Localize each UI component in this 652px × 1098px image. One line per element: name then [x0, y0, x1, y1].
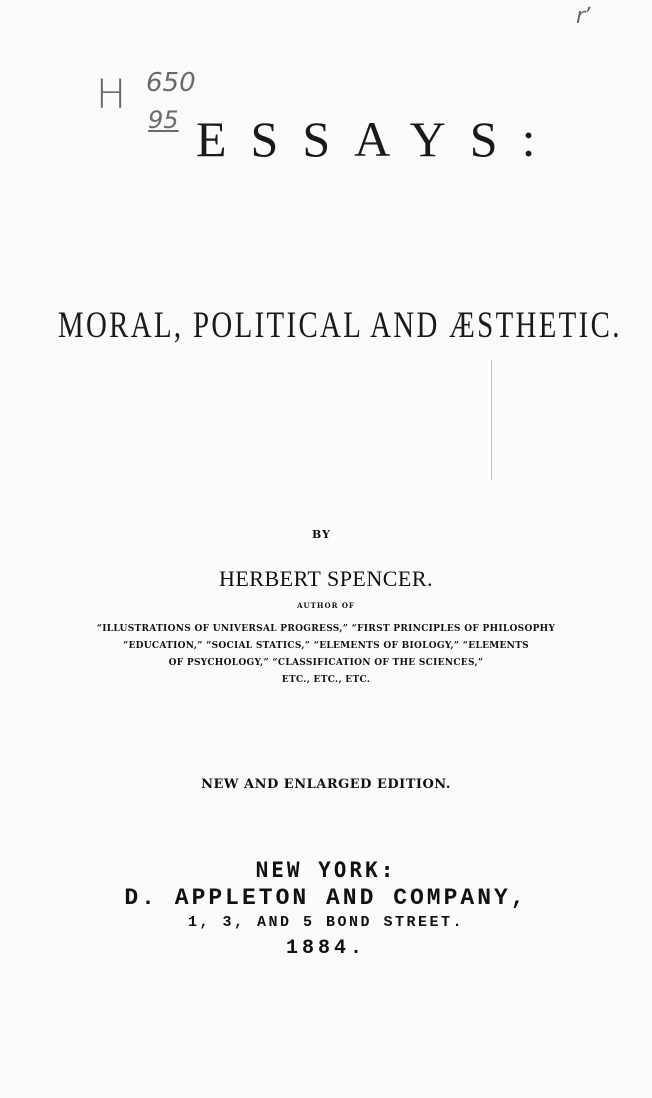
works-line: “EDUCATION,” “SOCIAL STATICS,” “ELEMENTS OF BIOLOGY,” “ELEMENTS [123, 641, 529, 651]
works-line: OF PSYCHOLOGY,” “CLASSIFICATION OF THE SCIENCES,” [168, 658, 484, 668]
byline: BY [312, 528, 331, 541]
works-line: “ILLUSTRATIONS OF UNIVERSAL PROGRESS,” “FIRST PRINCIPLES OF PHILOSOPHY [96, 624, 556, 634]
imprint-address: 1, 3, AND 5 BOND STREET. [187, 914, 465, 931]
imprint-year: 1884. [285, 937, 366, 960]
imprint-publisher: D. APPLETON AND COMPANY, [124, 885, 528, 911]
imprint-city: NEW YORK: [255, 858, 397, 882]
works-line: ETC., ETC., ETC. [281, 675, 371, 685]
author-name: HERBERT SPENCER. [218, 566, 434, 591]
book-subtitle: MORAL, POLITICAL AND ÆSTHETIC. [58, 305, 622, 346]
book-title: ESSAYS: [196, 111, 560, 167]
pencil-stroke [491, 360, 492, 480]
shelfmark-sub: 95 [148, 106, 179, 134]
author-of-label: AUTHOR OF [297, 601, 355, 610]
shelfmark-letter: H [96, 72, 125, 118]
edition-statement: NEW AND ENLARGED EDITION. [201, 777, 451, 792]
shelfmark-number: 650 [146, 68, 196, 98]
corner-pencil-mark: rʼ [576, 4, 593, 29]
